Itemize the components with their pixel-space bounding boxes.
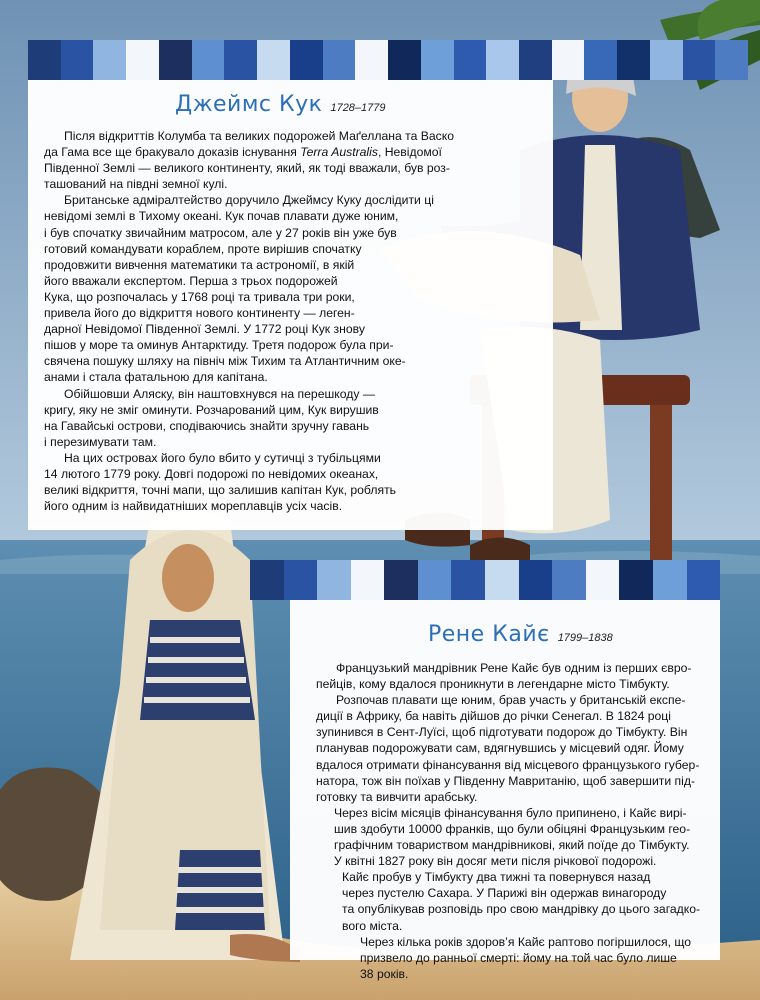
text-line: готовку та вивчити арабську. (316, 789, 478, 804)
stripe-segment (126, 40, 159, 80)
cook-heading (175, 92, 386, 117)
text-line: вого міста. (342, 918, 403, 933)
text-line: кригу, яку не зміг оминути. Розчарований цим, Кук вирушив (44, 402, 379, 417)
text-line: свячена пошуку шляху на північ між Тихим та Атлантичним оке- (44, 354, 406, 369)
stripe-segment (250, 560, 284, 600)
stripe-segment (290, 40, 323, 80)
stripe-segment (257, 40, 290, 80)
stripe-segment (323, 40, 356, 80)
text-line: Кука, що розпочалась у 1768 році та тривала три роки, (44, 289, 355, 304)
caillie-name: Рене Кайє (428, 622, 550, 647)
stripe-segment (192, 40, 225, 80)
text-line: Кайє пробув у Тімбукту два тижні та повернувся назад (342, 870, 651, 885)
caillie-biography (316, 660, 721, 982)
decorative-stripe-bar-middle (250, 560, 720, 600)
text-line: Після відкриттів Колумба та великих подорожей Маґеллана та Васко (64, 129, 454, 143)
text-line: диції в Африку, ба навіть дійшов до річки Сенегал. В 1824 році (316, 709, 671, 724)
text-line: і був спочатку звичайним матросом, але у 27 років він уже був (44, 225, 397, 240)
text-line: Розпочав плавати ще юним, брав участь у британській експе- (336, 693, 686, 708)
stripe-segment (284, 560, 318, 600)
text-line: через пустелю Сахара. У Парижі він одержав винагороду (342, 886, 667, 901)
stripe-segment (650, 40, 683, 80)
text-line: великі відкриття, точні мапи, що залишив капітан Кук, роблять (44, 483, 397, 498)
text-line: на Гавайські острови, сподіваючись знайти зручну гавань (44, 418, 370, 433)
decorative-stripe-bar-top (28, 40, 748, 80)
stripe-segment (485, 560, 519, 600)
stripe-segment (683, 40, 716, 80)
text-line: пейців, кому вдалося проникнути в легендарне місто Тімбукту. (316, 677, 670, 692)
stripe-segment (28, 40, 61, 80)
text-line: Обійшовши Аляску, він наштовхнувся на перешкоду — (64, 386, 376, 401)
stripe-segment (552, 560, 586, 600)
stripe-segment (317, 560, 351, 600)
text-line: продовжити вивчення математики та астрономії, в якій (44, 257, 355, 272)
stripe-segment (619, 560, 653, 600)
stripe-segment (519, 40, 552, 80)
stripe-segment (586, 560, 620, 600)
text-line: його вважали експертом. Перша з трьох подорожей (44, 273, 338, 288)
stripe-segment (93, 40, 126, 80)
cook-name: Джеймс Кук (175, 92, 323, 117)
text-line: привела його до відкриття нового континенту — леген- (44, 306, 355, 321)
text-line: У квітні 1827 року він досяг мети після річкової подорожі. (334, 854, 657, 869)
caillie-years: 1799–1838 (557, 632, 613, 644)
stripe-segment (715, 40, 748, 80)
stripe-segment (159, 40, 192, 80)
text-line: та опублікував розповідь про свою мандрівку до цього загадко- (342, 902, 701, 917)
text-line: 38 років. (360, 966, 409, 981)
text-line: графічним товариством мандрівникові, який поїде до Тімбукту. (334, 838, 690, 853)
cook-biography (44, 128, 454, 514)
text-line: да Гама все ще бракувало доказів існування Terra Australis, Невідомої (44, 145, 442, 160)
text-line: дарної Невідомої Південної Землі. У 1772 році Кук знову (44, 322, 365, 337)
text-line: планував подорожувати сам, вдягнувшись у місцевий одяг. Йому (316, 741, 684, 756)
text-line: зупинився в Сент-Луїсі, щоб підготувати подорож до Тімбукту. Він (316, 725, 688, 740)
stripe-segment (653, 560, 687, 600)
text-line: натора, тож він поїхав у Південну Мавританію, щоб завершити під- (316, 773, 696, 788)
stripe-segment (355, 40, 388, 80)
stripe-segment (519, 560, 553, 600)
stripe-segment (584, 40, 617, 80)
stripe-segment (351, 560, 385, 600)
stripe-segment (687, 560, 721, 600)
text-line: вдалося отримати фінансування від місцевого французького губер- (316, 757, 700, 772)
stripe-segment (384, 560, 418, 600)
text-line: ташований на півдні земної кулі. (44, 177, 228, 192)
stripe-segment (421, 40, 454, 80)
text-line: Британське адміралтейство доручило Джеймсу Куку дослідити ці (64, 193, 434, 208)
text-line: На цих островах його було вбито у сутичці з тубільцями (64, 450, 381, 465)
caillie-heading (428, 622, 613, 647)
text-line: пішов у море та оминув Антарктиду. Третя подорож була при- (44, 338, 394, 353)
text-line: Французький мандрівник Рене Кайє був одним із перших євро- (336, 661, 692, 675)
text-line: шив здобути 10000 франків, що були обіцяні Французьким гео- (334, 821, 691, 836)
text-line: його одним із найвидатніших мореплавців усіх часів. (44, 499, 343, 514)
stripe-segment (224, 40, 257, 80)
text-line: анами і стала фатальною для капітана. (44, 370, 268, 385)
text-line: Південної Землі — великого континенту, який, як тоді вважали, був роз- (44, 161, 450, 176)
cook-years: 1728–1779 (330, 102, 386, 114)
text-line: 14 лютого 1779 року. Довгі подорожі по невідомих океанах, (44, 466, 379, 481)
stripe-segment (552, 40, 585, 80)
text-line: Через вісім місяців фінансування було припинено, і Кайє вирі- (334, 805, 687, 820)
text-line: і перезимувати там. (44, 434, 157, 449)
text-line: призвело до ранньої смерті: йому на той час було лише (360, 950, 677, 965)
stripe-segment (388, 40, 421, 80)
stripe-segment (617, 40, 650, 80)
stripe-segment (486, 40, 519, 80)
stripe-segment (454, 40, 487, 80)
text-line: невідомі землі в Тихому океані. Кук почав плавати дуже юним, (44, 209, 399, 224)
stripe-segment (418, 560, 452, 600)
stripe-segment (451, 560, 485, 600)
stripe-segment (61, 40, 94, 80)
text-line: Через кілька років здоров’я Кайє раптово погіршилося, що (360, 934, 692, 949)
text-line: готовий командувати кораблем, проте вирішив спочатку (44, 241, 362, 256)
